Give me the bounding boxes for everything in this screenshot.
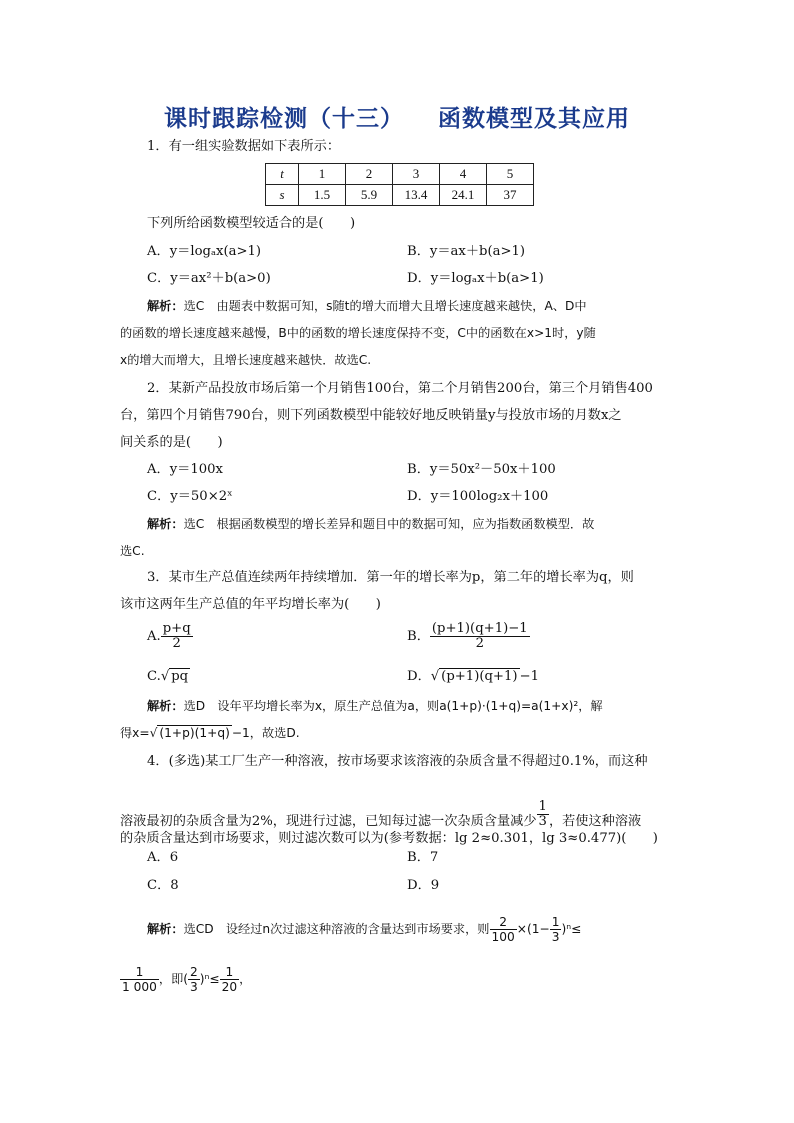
q3-option-c bbox=[147, 667, 190, 687]
denominator: 100 bbox=[491, 930, 515, 944]
sqrt-icon: √ bbox=[149, 726, 158, 740]
solution-text: )ⁿ≤ bbox=[199, 972, 220, 986]
table-cell: s bbox=[266, 185, 299, 206]
denominator: 3 bbox=[190, 980, 198, 994]
q1-option-b: B．y＝ax＋b(a>1) bbox=[407, 244, 526, 259]
denominator: 3 bbox=[551, 930, 560, 944]
q4-option-d: D．9 bbox=[407, 878, 440, 893]
q1-question: 下列所给函数模型较适合的是( ) bbox=[147, 216, 356, 231]
text-segment: ，若使这种溶液 bbox=[548, 814, 642, 829]
table-cell: 4 bbox=[440, 164, 487, 185]
table-cell: 1 bbox=[299, 164, 346, 185]
solution-text: 得x= bbox=[120, 726, 150, 740]
q1-stem: 1．有一组实验数据如下表所示： bbox=[147, 139, 341, 154]
table-cell: 1.5 bbox=[299, 185, 346, 206]
q1-option-a: A．y＝logₐx(a>1) bbox=[147, 244, 262, 259]
numerator: 1 bbox=[220, 965, 240, 980]
q3-solution-line2 bbox=[120, 723, 676, 743]
option-tail: −1 bbox=[519, 669, 539, 684]
numerator: 2 bbox=[190, 965, 198, 979]
fraction bbox=[120, 965, 159, 994]
numerator: 1 bbox=[538, 799, 547, 814]
table-row bbox=[266, 185, 534, 206]
q2-line2: 台，第四个月销售790台，则下列函数模型中能较好地反映销量y与投放市场的月数x之 bbox=[120, 408, 622, 423]
denominator: 20 bbox=[221, 980, 238, 994]
q3-line1: 3．某市生产总值连续两年持续增加．第一年的增长率为p，第二年的增长率为q，则 bbox=[147, 570, 634, 585]
table-cell: 5 bbox=[487, 164, 534, 185]
q4-option-a: A．6 bbox=[147, 850, 179, 865]
solution-label: 解析： bbox=[147, 299, 184, 313]
fraction bbox=[161, 622, 193, 651]
solution-text: −1，故选D. bbox=[231, 726, 300, 740]
solution-text: )ⁿ≤ bbox=[561, 922, 582, 936]
table-cell: t bbox=[266, 164, 299, 185]
option-label: B． bbox=[407, 629, 430, 644]
q1-data-table bbox=[265, 163, 534, 206]
q4-line1: 4．(多选)某工厂生产一种溶液，按市场要求该溶液的杂质含量不得超过0.1%，而这种 bbox=[147, 754, 648, 769]
q2-solution-line1 bbox=[147, 514, 676, 534]
fraction bbox=[490, 915, 517, 944]
radicand: (1+p)(1+q) bbox=[159, 726, 230, 740]
table-cell: 2 bbox=[346, 164, 393, 185]
numerator: 1 bbox=[120, 965, 159, 980]
fraction bbox=[430, 622, 530, 651]
q3-option-b bbox=[407, 622, 530, 651]
q2-option-a: A．y＝100x bbox=[147, 462, 223, 477]
q3-solution-line1 bbox=[147, 696, 676, 716]
q1-solution-line1 bbox=[147, 296, 676, 316]
denominator: 2 bbox=[172, 636, 181, 651]
table-cell: 24.1 bbox=[440, 185, 487, 206]
q2-option-c: C．y＝50×2ˣ bbox=[147, 489, 233, 504]
q4-option-b: B．7 bbox=[407, 850, 439, 865]
solution-label: 解析： bbox=[147, 699, 184, 713]
q4-solution-line1 bbox=[147, 915, 676, 944]
denominator: 2 bbox=[475, 636, 484, 651]
denominator: 3 bbox=[538, 814, 547, 829]
option-label: A. bbox=[147, 629, 161, 644]
q2-line1: 2．某新产品投放市场后第一个月销售100台，第二个月销售200台，第三个月销售400 bbox=[147, 381, 653, 396]
q2-option-b: B．y＝50x²－50x＋100 bbox=[407, 462, 556, 477]
q2-option-d: D．y＝100log₂x＋100 bbox=[407, 489, 549, 504]
sqrt-icon: √ bbox=[430, 669, 440, 684]
q1-option-d: D．y＝logₐx＋b(a>1) bbox=[407, 271, 544, 286]
fraction bbox=[188, 965, 200, 994]
table-row bbox=[266, 164, 534, 185]
text-segment: 溶液最初的杂质含量为2%，现进行过滤，已知每过滤一次杂质含量减少 bbox=[120, 814, 537, 829]
numerator: p+q bbox=[162, 621, 191, 636]
solution-label: 解析： bbox=[147, 922, 184, 936]
table-cell: 3 bbox=[393, 164, 440, 185]
solution-text: 选C 根据函数模型的增长差异和题目中的数据可知，应为指数函数模型．故 bbox=[183, 517, 595, 531]
fraction bbox=[537, 800, 549, 829]
table-cell: 13.4 bbox=[393, 185, 440, 206]
q4-solution-line2 bbox=[120, 965, 676, 994]
solution-text: ，即( bbox=[158, 972, 189, 986]
title-part2: 函数模型及其应用 bbox=[438, 105, 630, 132]
fraction bbox=[220, 965, 240, 994]
option-label: D． bbox=[407, 669, 431, 684]
q4-line3: 的杂质含量达到市场要求，则过滤次数可以为(参考数据：lg 2≈0.301，lg 3≈0.477)( ) bbox=[120, 831, 658, 846]
table-cell: 37 bbox=[487, 185, 534, 206]
table-cell: 5.9 bbox=[346, 185, 393, 206]
q1-option-c: C．y＝ax²＋b(a>0) bbox=[147, 271, 271, 286]
option-label: C. bbox=[147, 669, 161, 684]
solution-text: 选C 由题表中数据可知，s随t的增大而增大且增长速度越来越快，A、D中 bbox=[183, 299, 587, 313]
solution-text: ×(1− bbox=[516, 922, 550, 936]
solution-text: 选D 设年平均增长率为x，原生产总值为a，则a(1+p)·(1+q)=a(1+x)²，解 bbox=[183, 699, 603, 713]
q3-option-a bbox=[147, 622, 193, 651]
solution-text: 选CD 设经过n次过滤这种溶液的含量达到市场要求，则 bbox=[183, 922, 490, 936]
q2-line3: 间关系的是( ) bbox=[120, 435, 223, 450]
solution-text: ， bbox=[239, 972, 252, 986]
fraction bbox=[550, 915, 562, 944]
numerator: 2 bbox=[490, 915, 517, 930]
q4-option-c: C．8 bbox=[147, 878, 179, 893]
sqrt-icon: √ bbox=[160, 669, 170, 684]
q2-solution-line2: 选C. bbox=[120, 544, 145, 558]
numerator: (p+1)(q+1)−1 bbox=[431, 621, 528, 636]
q1-solution-line3: x的增大而增大，且增长速度越来越快．故选C. bbox=[120, 353, 372, 367]
radicand: pq bbox=[171, 669, 189, 684]
solution-label: 解析： bbox=[147, 517, 184, 531]
q4-line2 bbox=[120, 800, 676, 832]
numerator: 1 bbox=[551, 915, 560, 929]
q3-option-d bbox=[407, 667, 539, 687]
title-part1: 课时跟踪检测（十三） bbox=[164, 105, 404, 132]
q1-solution-line2: 的函数的增长速度越来越慢，B中的函数的增长速度保持不变，C中的函数在x>1时，y随 bbox=[120, 326, 596, 340]
page-title bbox=[0, 100, 794, 133]
radicand: (p+1)(q+1) bbox=[441, 669, 518, 684]
denominator: 1 000 bbox=[122, 980, 157, 994]
q3-line2: 该市这两年生产总值的年平均增长率为( ) bbox=[120, 597, 381, 612]
